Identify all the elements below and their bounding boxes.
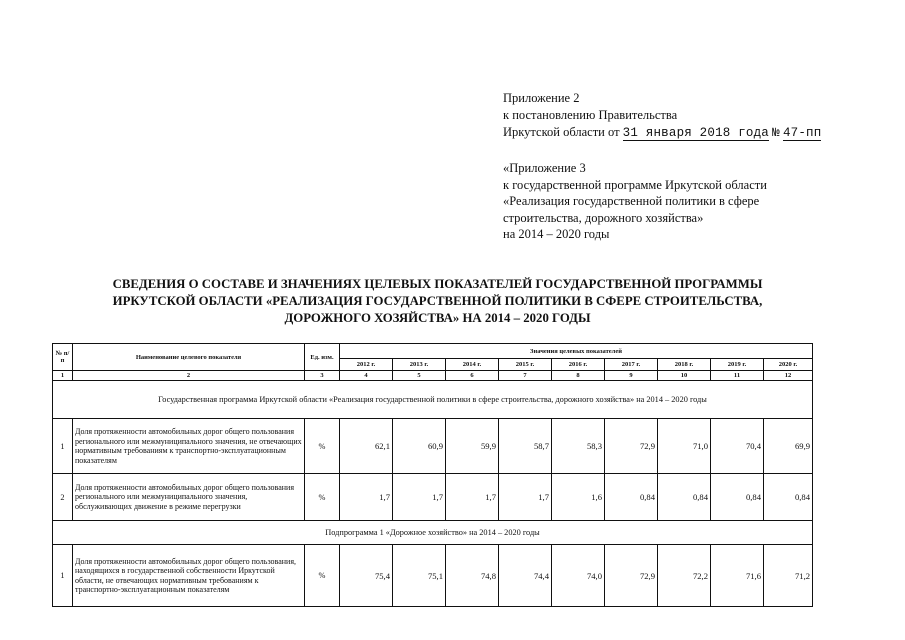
indicator-value: 1,7 xyxy=(446,474,499,521)
indicators-table xyxy=(52,343,813,607)
indicator-value: 74,4 xyxy=(499,545,552,607)
indicator-value: 1,6 xyxy=(552,474,605,521)
section-program-title: Государственная программа Иркутской области «Реализация государственной политики в сфере строительства, дорожного хозяйства» на 2014 – 2020 годы xyxy=(53,381,813,419)
indicator-value: 72,9 xyxy=(605,419,658,474)
appendix-line-3 xyxy=(503,124,821,142)
column-number: 11 xyxy=(711,371,764,381)
title-line-2: ИРКУТСКОЙ ОБЛАСТИ «РЕАЛИЗАЦИЯ ГОСУДАРСТВЕННОЙ ПОЛИТИКИ В СФЕРЕ СТРОИТЕЛЬСТВА, xyxy=(112,294,763,308)
appendix-3-line-2: к государственной программе Иркутской области xyxy=(503,177,767,192)
header-num: № п/п xyxy=(53,344,73,371)
section-subprogram-row xyxy=(53,521,813,545)
indicator-unit: % xyxy=(305,419,340,474)
header-year: 2016 г. xyxy=(552,359,605,371)
column-numbers-row xyxy=(53,371,813,381)
header-year: 2020 г. xyxy=(764,359,813,371)
indicator-value: 62,1 xyxy=(340,419,393,474)
appendix-line-2: к постановлению Правительства xyxy=(503,108,678,122)
header-year: 2019 г. xyxy=(711,359,764,371)
title-line-1: СВЕДЕНИЯ О СОСТАВЕ И ЗНАЧЕНИЯХ ЦЕЛЕВЫХ ПОКАЗАТЕЛЕЙ ГОСУДАРСТВЕННОЙ ПРОГРАММЫ xyxy=(112,277,763,291)
row-number: 1 xyxy=(53,545,73,607)
resolution-number: 47-пп xyxy=(782,126,822,140)
column-number: 12 xyxy=(764,371,813,381)
column-number: 1 xyxy=(53,371,73,381)
indicator-value: 58,3 xyxy=(552,419,605,474)
indicator-unit: % xyxy=(305,474,340,521)
indicator-value: 75,1 xyxy=(393,545,446,607)
header-name: Наименование целевого показателя xyxy=(73,344,305,371)
resolution-date: 31 января 2018 года xyxy=(622,126,769,140)
column-number: 4 xyxy=(340,371,393,381)
indicator-row xyxy=(53,474,813,521)
indicator-row xyxy=(53,545,813,607)
indicator-name: Доля протяженности автомобильных дорог общего пользования регионального или межмуниципального значения, не отвечающих нормативным требованиям к транспортно-эксплуатационным показателям xyxy=(73,419,305,474)
column-number: 2 xyxy=(73,371,305,381)
appendix-3-line-3: «Реализация государственной политики в сфере xyxy=(503,194,760,208)
column-number: 10 xyxy=(658,371,711,381)
column-number: 8 xyxy=(552,371,605,381)
header-year: 2018 г. xyxy=(658,359,711,371)
indicator-value: 72,2 xyxy=(658,545,711,607)
appendix-3-line-4: строительства, дорожного хозяйства» xyxy=(503,210,704,225)
indicator-value: 58,7 xyxy=(499,419,552,474)
column-number: 3 xyxy=(305,371,340,381)
indicator-name: Доля протяженности автомобильных дорог общего пользования, находящихся в государственной собственности Иркутской области, не отвечающих нормативным требованиям к транспортно-эксплуатационным показателям xyxy=(73,545,305,607)
indicator-value: 60,9 xyxy=(393,419,446,474)
indicator-value: 1,7 xyxy=(393,474,446,521)
indicator-value: 75,4 xyxy=(340,545,393,607)
row-number: 1 xyxy=(53,419,73,474)
indicator-unit: % xyxy=(305,545,340,607)
appendix-3-line-1: «Приложение 3 xyxy=(503,161,586,175)
indicator-value: 71,2 xyxy=(764,545,813,607)
indicator-value: 0,84 xyxy=(764,474,813,521)
column-number: 5 xyxy=(393,371,446,381)
indicator-value: 72,9 xyxy=(605,545,658,607)
header-values-group: Значения целевых показателей xyxy=(340,344,813,359)
indicator-value: 70,4 xyxy=(711,419,764,474)
appendix-line-3-prefix: Иркутской области от xyxy=(503,125,620,139)
column-number: 6 xyxy=(446,371,499,381)
indicator-value: 71,0 xyxy=(658,419,711,474)
indicator-value: 0,84 xyxy=(711,474,764,521)
indicator-value: 0,84 xyxy=(658,474,711,521)
header-year: 2017 г. xyxy=(605,359,658,371)
indicator-name: Доля протяженности автомобильных дорог общего пользования регионального или межмуниципального значения, обслуживающих движение в режиме перегрузки xyxy=(73,474,305,521)
indicator-value: 1,7 xyxy=(340,474,393,521)
appendix-header xyxy=(503,90,821,142)
number-sign: № xyxy=(772,126,780,140)
indicator-value: 74,8 xyxy=(446,545,499,607)
header-year: 2014 г. xyxy=(446,359,499,371)
indicator-value: 59,9 xyxy=(446,419,499,474)
section-subprogram-title: Подпрограмма 1 «Дорожное хозяйство» на 2014 – 2020 годы xyxy=(53,521,813,545)
document-title xyxy=(70,276,805,327)
indicator-value: 71,6 xyxy=(711,545,764,607)
header-row-1 xyxy=(53,344,813,359)
section-program-row xyxy=(53,381,813,419)
column-number: 7 xyxy=(499,371,552,381)
indicator-value: 1,7 xyxy=(499,474,552,521)
header-year: 2012 г. xyxy=(340,359,393,371)
column-number: 9 xyxy=(605,371,658,381)
indicator-row xyxy=(53,419,813,474)
appendix-line-1: Приложение 2 xyxy=(503,91,580,105)
row-number: 2 xyxy=(53,474,73,521)
indicator-value: 69,9 xyxy=(764,419,813,474)
header-year: 2013 г. xyxy=(393,359,446,371)
title-line-3: ДОРОЖНОГО ХОЗЯЙСТВА» НА 2014 – 2020 ГОДЫ xyxy=(284,311,591,325)
header-year: 2015 г. xyxy=(499,359,552,371)
indicator-value: 0,84 xyxy=(605,474,658,521)
appendix-3-line-5: на 2014 – 2020 годы xyxy=(503,227,610,241)
header-unit: Ед. изм. xyxy=(305,344,340,371)
appendix-3-block xyxy=(503,160,767,243)
indicator-value: 74,0 xyxy=(552,545,605,607)
